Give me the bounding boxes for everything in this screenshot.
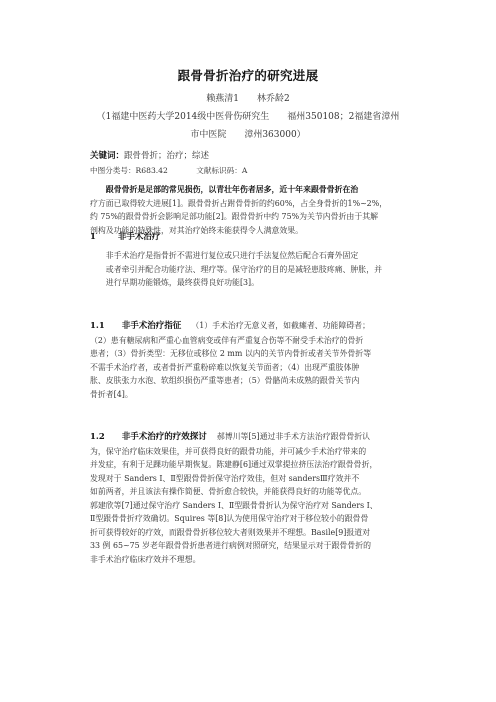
affiliation-line-2: 市中医院 漳州363000） [190, 130, 306, 140]
subsection-1-1 [90, 319, 430, 401]
section-1-paragraph [90, 249, 430, 290]
classification-row [90, 165, 247, 176]
subsection-1-2-heading: 1.2 非手术治疗的疗效探讨 [90, 432, 207, 442]
intro-line: 约 75%的跟骨骨折会影响足部功能[2]。跟骨骨折中约 75%为关节内骨折由于其解 [90, 212, 378, 221]
p1-line: 进行早期功能锻炼，最终获得良好功能[3]。 [105, 278, 260, 287]
p1-line: 非手术治疗是指骨折不需进行复位或只进行手法复位然后配合石膏外固定 [105, 251, 359, 260]
section-1-title: 非手术治疗 [117, 232, 161, 242]
sub12-line: 郭建欣等[7]通过保守治疗 Sanders Ⅰ、Ⅱ型跟骨骨折认为保守治疗对 Sanders Ⅰ、 [90, 500, 378, 510]
document-code: 文献标识码：A [196, 166, 248, 175]
section-1-heading [90, 230, 160, 242]
sub11-line: 胀、皮肤张力水泡、软组织损伤严重等患者；（5）骨骼尚未成熟的跟骨关节内 [90, 376, 360, 385]
sub12-line: 非手术治疗临床疗效并不理想。 [90, 554, 201, 564]
sub11-line: （2）患有糖尿病和严重心血管病变或伴有严重复合伤等不耐受手术治疗的骨折 [90, 335, 364, 345]
intro-line: 疗方面已取得较大进展[1]。跟骨骨折占跗骨骨折的约60%，占全身骨折的1%~2%， [90, 198, 388, 208]
sub12-line: 为，保守治疗临床效果佳，并可获得良好的跟骨功能，并可减少手术治疗带来的 [90, 446, 367, 456]
section-1-number: 1 [90, 232, 96, 242]
p1-line: 或者牵引并配合功能疗法、理疗等。保守治疗的目的是减轻患肢疼痛、肿胀，并 [105, 264, 382, 274]
keywords-text: 跟骨骨折；治疗；综述 [124, 151, 210, 161]
intro-lead: 跟骨骨折是足部的常见损伤，以青壮年伤者居多，近十年来跟骨骨折在治 [105, 185, 359, 194]
subsection-1-1-heading: 1.1 非手术治疗指征 [90, 321, 182, 331]
sub12-line: 并发症，有利于足踝功能早期恢复。陈建静[6]通过双掌提拉挤压法治疗跟骨骨折， [90, 460, 378, 469]
sub12-line: 如前两者，并且该法有操作简便、骨折愈合较快，并能获得良好的功能等优点。 [90, 487, 367, 496]
sub12-line: 33 例 65~75 岁老年跟骨骨折患者进行病例对照研究，结果显示对于跟骨骨折的 [90, 541, 371, 550]
subsection-1-1-first: （1）手术治疗无意义者，如截瘫者、功能障碍者； [191, 321, 370, 330]
keywords [90, 149, 209, 161]
classification-number: 中图分类号：R683.42 [90, 166, 168, 175]
intro-paragraph [90, 183, 430, 237]
affiliation-line-1: （1福建中医药大学2014级中医骨伤研究生 福州350108；2福建省漳州 [96, 112, 400, 122]
sub11-line: 骨折者[4]。 [90, 389, 133, 399]
intro-line: 剖构及功能的特殊性，对其治疗始终未能获得令人满意效果。 [90, 225, 304, 235]
sub11-line: 不需手术治疗者，或者骨折严重粉碎难以恢复关节面者；（4）出现严重肢体肿 [90, 362, 360, 372]
subsection-1-2 [90, 430, 430, 566]
sub12-line: 发现对于 Sanders Ⅰ、Ⅱ型跟骨骨折保守治疗效佳，但对 sandersⅢ疗效并不 [90, 473, 360, 483]
subsection-1-2-first: 郝博川等[5]通过非手术方法治疗跟骨骨折认 [216, 432, 371, 441]
sub12-line: Ⅱ型跟骨骨折疗效确切。Squires 等[8]认为使用保守治疗对于移位较小的跟骨骨 [90, 514, 369, 523]
keywords-label: 关键词： [90, 151, 125, 161]
authors: 赖燕清1 林乔龄2 [206, 94, 290, 104]
sub11-line: 患者；（3）骨折类型：无移位或移位 2 mm 以内的关节内骨折或者关节外骨折等 [90, 349, 372, 358]
sub12-line: 折可获得较好的疗效，而跟骨骨折移位较大者则效果并不理想。Basile[9]报道对 [90, 527, 371, 537]
paper-title: 跟骨骨折治疗的研究进展 [177, 68, 319, 83]
